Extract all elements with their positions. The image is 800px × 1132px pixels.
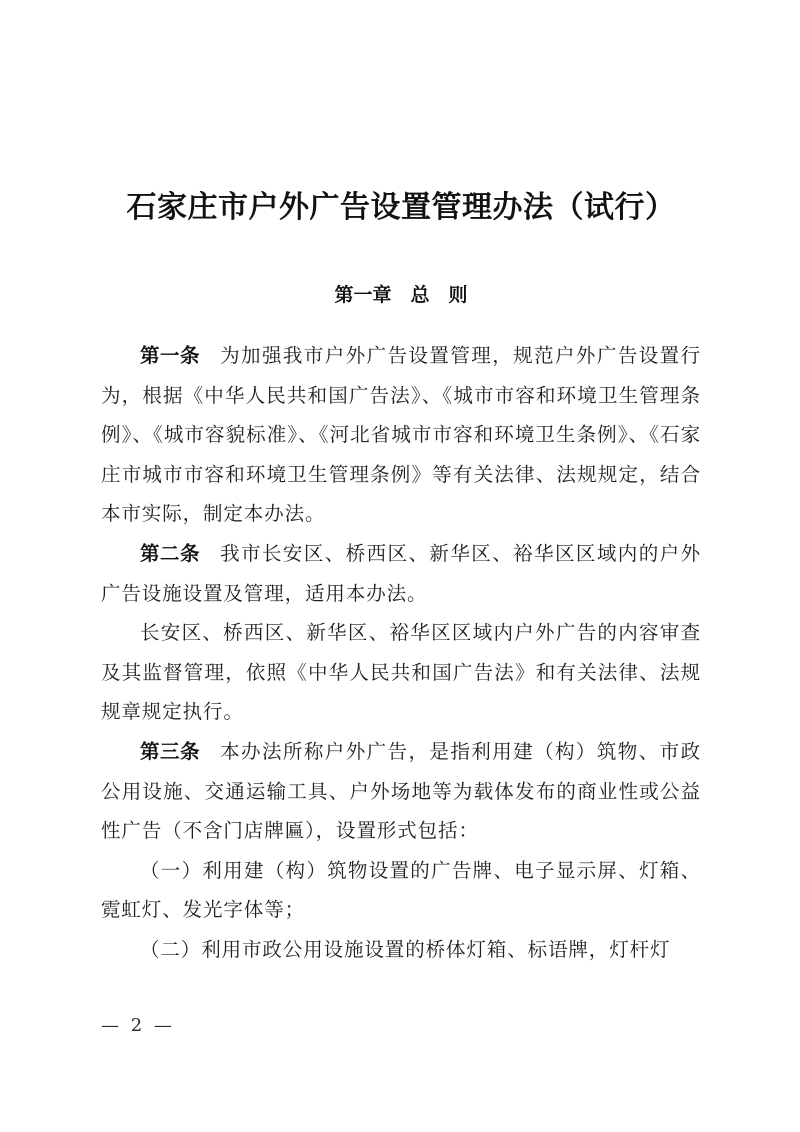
article-paragraph (101, 930, 701, 970)
chapter-body-spacer (101, 310, 701, 336)
document-body (101, 186, 701, 970)
article-label: 第一条 (140, 344, 201, 367)
article-paragraph (101, 534, 701, 613)
page-number-footer: — 2 — (101, 1015, 175, 1036)
article-label-gap (200, 740, 220, 763)
page-title: 石家庄市户外广告设置管理办法（试行） (126, 190, 676, 225)
article-paragraph (101, 336, 701, 534)
article-text: 为加强我市户外广告设置管理，规范户外广告设置行为，根据《中华人民共和国广告法》、《城市市容和环境卫生管理条例》、《城市容貌标准》、《河北省城市市容和环境卫生条例》、《石家庄市城市市容和环境卫生管理条例》等有关法律、法规规定，结合本市实际，制定本办法。 (101, 344, 701, 526)
article-text: （二）利用市政公用设施设置的桥体灯箱、标语牌，灯杆灯 (140, 937, 671, 961)
article-text: 本办法所称户外广告，是指利用建（构）筑物、市政公用设施、交通运输工具、户外场地等为载体发布的商业性或公益性广告（不含门店牌匾），设置形式包括： (101, 739, 701, 843)
article-label-gap (200, 542, 220, 565)
chapter-heading: 第一章 总 则 (334, 284, 468, 306)
article-text: 长安区、桥西区、新华区、裕华区区域内户外广告的内容审查及其监督管理，依照《中华人民共和国广告法》和有关法律、法规规章规定执行。 (101, 621, 701, 724)
article-label-gap (200, 344, 220, 367)
article-label: 第三条 (140, 739, 201, 763)
article-text: 我市长安区、桥西区、新华区、裕华区区域内的户外广告设施设置及管理，适用本办法。 (101, 541, 701, 605)
title-chapter-spacer (101, 230, 701, 280)
article-paragraph (101, 851, 701, 930)
article-label: 第二条 (140, 541, 201, 565)
article-paragraph (101, 732, 701, 851)
article-text: （一）利用建（构）筑物设置的广告牌、电子显示屏、灯箱、霓虹灯、发光字体等； (101, 858, 701, 922)
article-paragraph (101, 613, 701, 732)
